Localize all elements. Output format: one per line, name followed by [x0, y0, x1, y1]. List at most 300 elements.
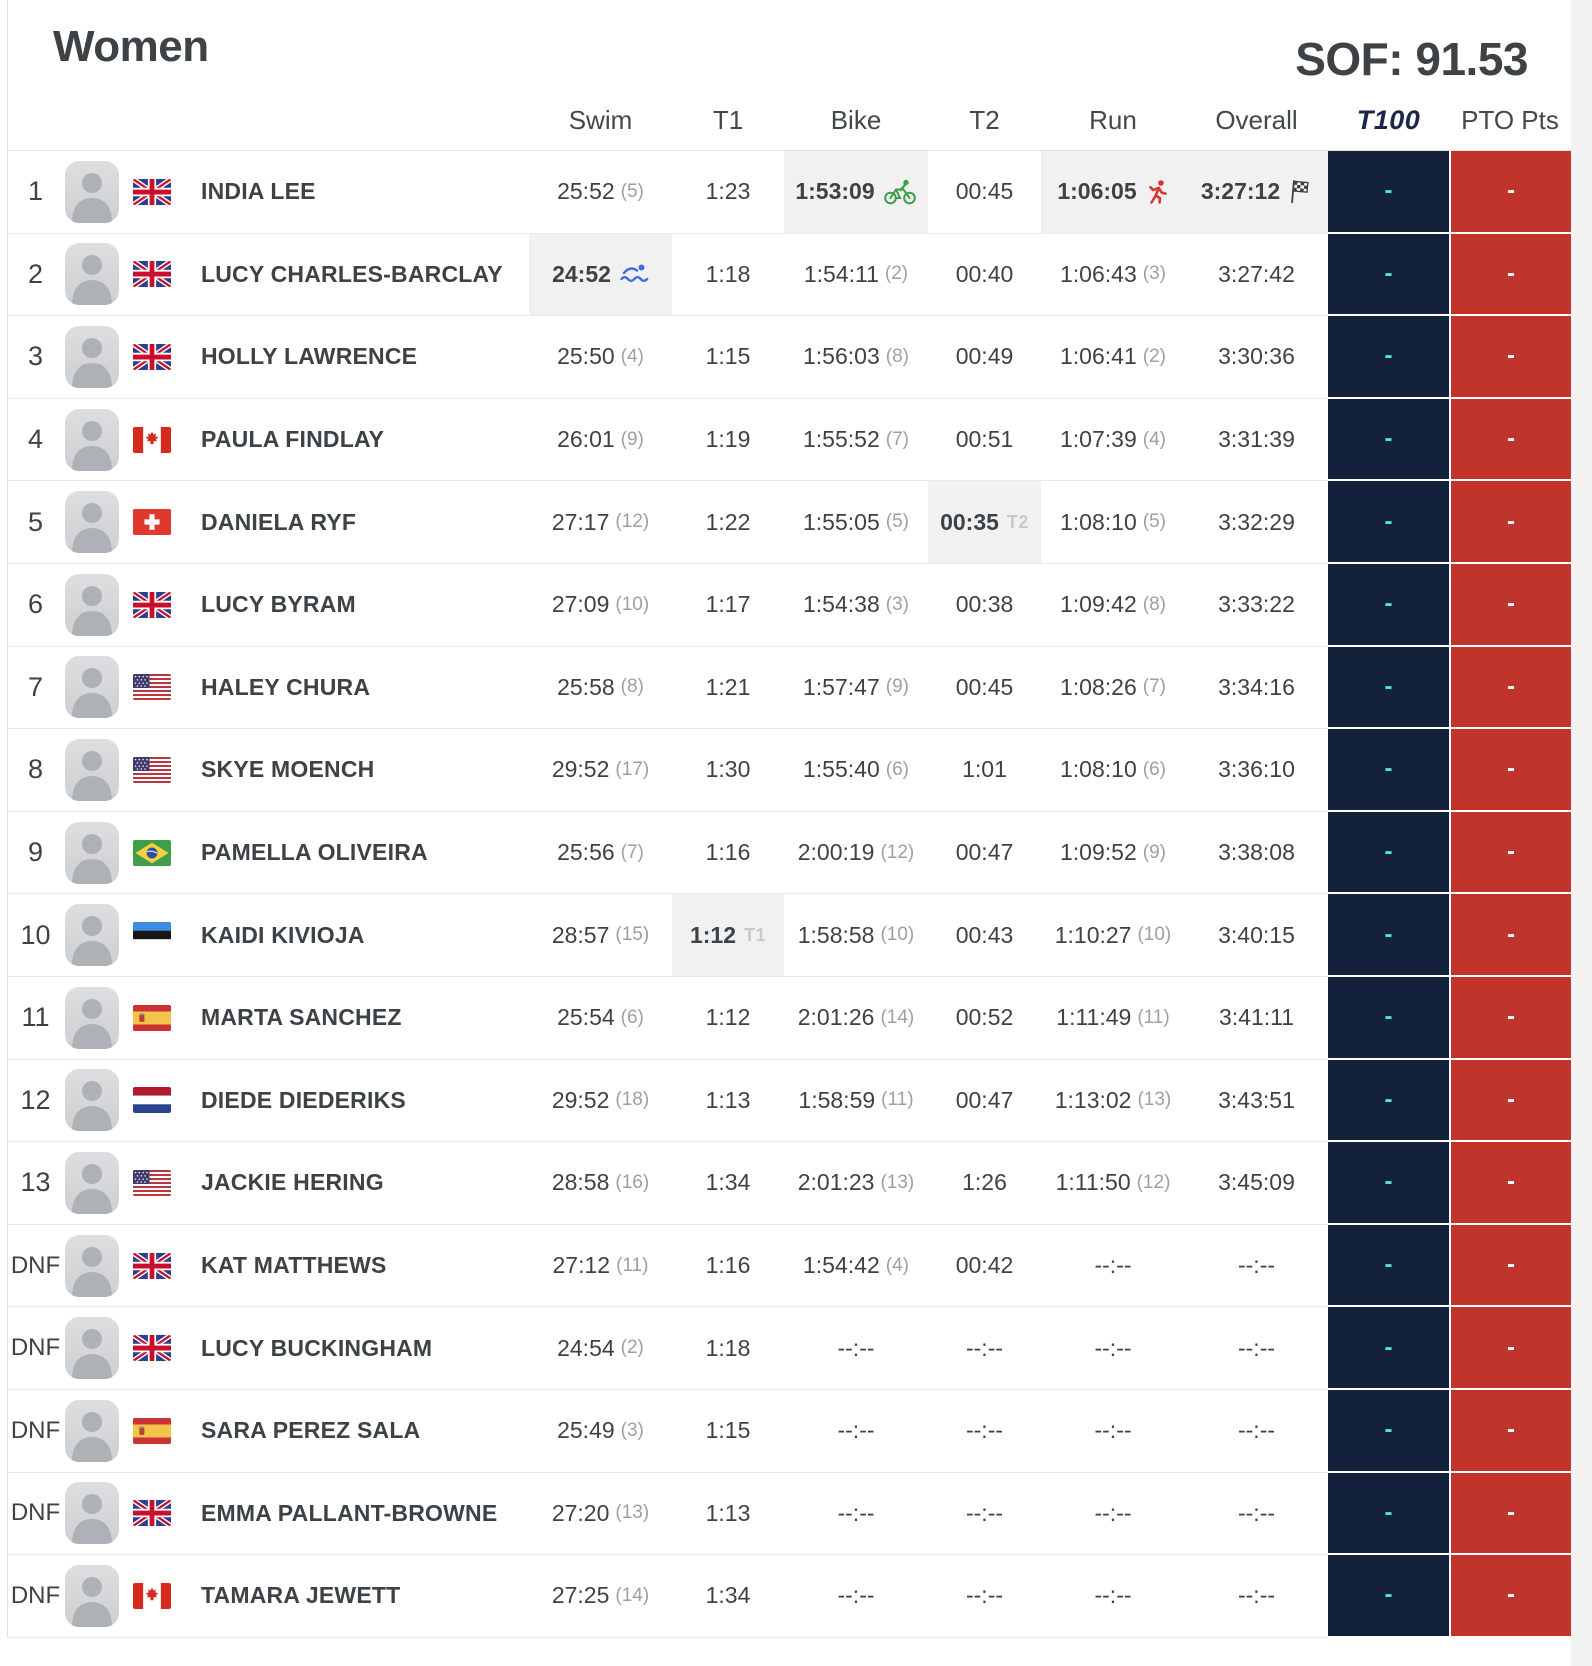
run-cell: [1041, 481, 1185, 564]
t100-points-cell: [1328, 1307, 1449, 1390]
flag-cell: [133, 399, 186, 482]
run-cell: [1041, 1142, 1185, 1225]
athlete-photo: [65, 1317, 119, 1379]
rank-label: 13: [20, 1167, 51, 1198]
gbr-flag-icon: [133, 261, 171, 287]
pto-points-value: -: [1507, 425, 1515, 453]
swim-rank: (9): [620, 428, 644, 450]
rank-cell: [8, 481, 63, 564]
athlete-name[interactable]: EMMA PALLANT-BROWNE: [201, 1499, 498, 1526]
pto-points-value: -: [1507, 1168, 1515, 1196]
table-row[interactable]: [8, 729, 1572, 812]
bike-rank: (6): [885, 758, 909, 780]
pto-points-value: -: [1507, 1498, 1515, 1526]
t100-points-cell: [1328, 977, 1449, 1060]
table-row[interactable]: [8, 234, 1572, 317]
t2-cell: [928, 481, 1041, 564]
gbr-flag-icon: [133, 1335, 171, 1361]
pto-points-value: -: [1507, 507, 1515, 535]
t100-points-value: -: [1384, 342, 1393, 370]
bike-rank: (9): [885, 676, 909, 698]
bike-time: 1:54:42: [803, 1252, 880, 1279]
bike-rank: (5): [885, 511, 909, 533]
swim-cell: [529, 1473, 672, 1556]
run-cell: [1041, 729, 1185, 812]
name-cell: [186, 1225, 529, 1308]
swim-cell: [529, 481, 672, 564]
t1-time: 1:13: [705, 1499, 751, 1526]
swim-cell: [529, 1307, 672, 1390]
t2-cell: [928, 812, 1041, 895]
t100-points-cell: [1328, 481, 1449, 564]
run-cell: [1041, 1473, 1185, 1556]
t100-points-cell: [1328, 894, 1449, 977]
rank-label: DNF: [10, 1251, 61, 1279]
run-time: --:--: [1094, 1252, 1132, 1279]
avatar-cell: [63, 1307, 133, 1390]
swim-time: 27:25: [551, 1582, 610, 1609]
table-row[interactable]: [8, 1307, 1572, 1390]
bike-time: 1:55:40: [803, 756, 880, 783]
rank-cell: [8, 1390, 63, 1473]
table-row[interactable]: [8, 1390, 1572, 1473]
swimmer-icon: [619, 262, 649, 286]
run-rank: (13): [1137, 1089, 1172, 1111]
flag-cell: [133, 316, 186, 399]
t2-cell: [928, 1555, 1041, 1638]
t1-cell: [672, 1225, 784, 1308]
run-cell: [1041, 1060, 1185, 1143]
swim-time: 24:52: [552, 260, 611, 287]
t100-points-value: -: [1384, 1581, 1393, 1609]
t1-cell: [672, 977, 784, 1060]
t2-cell: [928, 1473, 1041, 1556]
rank-label: 4: [27, 424, 44, 455]
bike-cell: [784, 729, 928, 812]
rank-label: 5: [27, 506, 44, 537]
bike-time: 1:54:38: [803, 591, 880, 618]
athlete-photo: [65, 656, 119, 718]
name-cell: [186, 481, 529, 564]
runner-icon: [1145, 179, 1169, 205]
pto-points-cell: [1449, 1142, 1571, 1225]
swim-time: 25:49: [557, 1417, 615, 1444]
t2-time: 00:45: [955, 178, 1014, 205]
t2-time: 00:51: [955, 426, 1014, 453]
t2-cell: [928, 729, 1041, 812]
t1-cell: [672, 647, 784, 730]
pto-points-value: -: [1507, 1581, 1515, 1609]
table-row[interactable]: [8, 977, 1572, 1060]
name-cell: [186, 812, 529, 895]
athlete-name[interactable]: HALEY CHURA: [201, 673, 371, 700]
run-time: 1:10:27: [1054, 921, 1132, 948]
est-flag-icon: [133, 922, 171, 948]
swim-time: 28:58: [551, 1169, 610, 1196]
bike-cell: [784, 1225, 928, 1308]
run-rank: (11): [1137, 1006, 1170, 1028]
overall-time: 3:34:16: [1218, 673, 1295, 700]
t100-points-value: -: [1384, 672, 1393, 700]
athlete-name[interactable]: TAMARA JEWETT: [201, 1582, 401, 1609]
athlete-photo: [65, 1482, 119, 1544]
pto-points-value: -: [1507, 1085, 1515, 1113]
athlete-name[interactable]: DANIELA RYF: [201, 508, 357, 535]
t100-points-cell: [1328, 812, 1449, 895]
swim-cell: [529, 729, 672, 812]
run-rank: (4): [1142, 428, 1166, 450]
swim-cell: [529, 151, 672, 234]
t2-time: 1:26: [962, 1169, 1007, 1196]
pto-points-cell: [1449, 316, 1571, 399]
person-silhouette-icon: [65, 739, 119, 801]
pto-points-cell: [1449, 481, 1571, 564]
table-row[interactable]: [8, 812, 1572, 895]
t1-cell: [672, 1060, 784, 1143]
bike-cell: [784, 647, 928, 730]
athlete-name[interactable]: LUCY BUCKINGHAM: [201, 1334, 433, 1361]
pto-points-cell: [1449, 1225, 1571, 1308]
t100-points-value: -: [1384, 920, 1393, 948]
column-header-t2[interactable]: T2: [969, 104, 1000, 135]
pto-points-cell: [1449, 1473, 1571, 1556]
column-header-run[interactable]: Run: [1089, 104, 1137, 135]
t1-cell: [672, 1142, 784, 1225]
t1-cell: [672, 812, 784, 895]
athlete-photo: [65, 1400, 119, 1462]
athlete-name[interactable]: KAIDI KIVIOJA: [201, 921, 365, 948]
bike-cell: [784, 1307, 928, 1390]
avatar-cell: [63, 1390, 133, 1473]
column-header-pto-pts[interactable]: PTO Pts: [1461, 104, 1559, 135]
flag-cell: [133, 1142, 186, 1225]
rank-label: 9: [27, 837, 44, 868]
table-row[interactable]: [8, 1473, 1572, 1556]
t1-time: 1:12: [689, 921, 737, 948]
t1-cell: [672, 151, 784, 234]
person-silhouette-icon: [65, 1565, 119, 1627]
t1-time: 1:22: [705, 508, 751, 535]
usa-flag-icon: [133, 757, 171, 783]
avatar-cell: [63, 1225, 133, 1308]
bike-rank: (7): [885, 428, 909, 450]
t2-cell: [928, 1060, 1041, 1143]
t2-time: 00:35: [940, 508, 999, 535]
athlete-name[interactable]: PAMELLA OLIVEIRA: [201, 839, 428, 866]
table-row[interactable]: [8, 894, 1572, 977]
best-split-tag: T2: [1006, 511, 1029, 532]
table-row[interactable]: [8, 1142, 1572, 1225]
t2-time: 00:42: [955, 1252, 1014, 1279]
t100-points-cell: [1328, 729, 1449, 812]
overall-cell: [1185, 316, 1328, 399]
overall-cell: [1185, 1225, 1328, 1308]
athlete-name[interactable]: MARTA SANCHEZ: [201, 1004, 402, 1031]
rank-cell: [8, 977, 63, 1060]
rank-label: 3: [27, 341, 44, 372]
gbr-flag-icon: [133, 1253, 171, 1279]
run-cell: [1041, 399, 1185, 482]
swim-time: 26:01: [557, 426, 615, 453]
swim-cell: [529, 1060, 672, 1143]
overall-time: 3:27:42: [1218, 260, 1295, 287]
swim-rank: (7): [620, 841, 644, 863]
rank-cell: [8, 1307, 63, 1390]
athlete-name[interactable]: DIEDE DIEDERIKS: [201, 1086, 406, 1113]
swim-rank: (18): [615, 1089, 650, 1111]
run-cell: [1041, 977, 1185, 1060]
run-cell: [1041, 647, 1185, 730]
t1-cell: [672, 1555, 784, 1638]
bike-rank: (2): [884, 263, 909, 285]
flag-cell: [133, 151, 186, 234]
run-cell: [1041, 812, 1185, 895]
swim-rank: (13): [615, 1502, 650, 1524]
t100-points-cell: [1328, 1142, 1449, 1225]
run-time: 1:09:52: [1060, 839, 1137, 866]
t100-points-cell: [1328, 1390, 1449, 1473]
can-flag-icon: [133, 1583, 171, 1609]
overall-cell: [1185, 1555, 1328, 1638]
rank-cell: [8, 1225, 63, 1308]
run-time: --:--: [1094, 1334, 1132, 1361]
flag-cell: [133, 977, 186, 1060]
rank-label: DNF: [10, 1581, 61, 1609]
rank-label: DNF: [10, 1334, 61, 1362]
overall-cell: [1185, 1060, 1328, 1143]
run-rank: (9): [1142, 841, 1166, 863]
swim-cell: [529, 977, 672, 1060]
bike-time: 1:55:05: [803, 508, 880, 535]
run-time: 1:13:02: [1054, 1086, 1132, 1113]
t2-cell: [928, 1142, 1041, 1225]
table-row[interactable]: [8, 564, 1572, 647]
t2-time: 00:38: [955, 591, 1014, 618]
rank-cell: [8, 151, 63, 234]
name-cell: [186, 399, 529, 482]
rank-cell: [8, 729, 63, 812]
pto-points-value: -: [1507, 1333, 1515, 1361]
pto-points-cell: [1449, 729, 1571, 812]
avatar-cell: [63, 729, 133, 812]
table-row[interactable]: [8, 481, 1572, 564]
t100-points-cell: [1328, 1473, 1449, 1556]
overall-cell: [1185, 977, 1328, 1060]
pto-points-cell: [1449, 647, 1571, 730]
rank-label: 1: [27, 176, 44, 207]
t1-time: 1:30: [705, 756, 751, 783]
t2-time: 00:47: [955, 1086, 1014, 1113]
rank-cell: [8, 1142, 63, 1225]
bike-time: 1:58:58: [797, 921, 875, 948]
bike-rank: (14): [880, 1006, 915, 1028]
t1-cell: [672, 1390, 784, 1473]
athlete-name[interactable]: KAT MATTHEWS: [201, 1252, 387, 1279]
swim-time: 29:52: [551, 1086, 610, 1113]
t2-cell: [928, 316, 1041, 399]
avatar-cell: [63, 399, 133, 482]
athlete-photo: [65, 491, 119, 553]
table-row[interactable]: [8, 647, 1572, 730]
athlete-photo: [65, 987, 119, 1049]
run-time: 1:09:42: [1060, 591, 1137, 618]
t2-time: 00:45: [955, 673, 1014, 700]
checkered-flag-icon: [1288, 179, 1312, 205]
overall-time: 3:36:10: [1218, 756, 1295, 783]
name-cell: [186, 1307, 529, 1390]
run-rank: (5): [1142, 511, 1166, 533]
bike-cell: [784, 1473, 928, 1556]
overall-time: 3:43:51: [1218, 1086, 1295, 1113]
athlete-name[interactable]: INDIA LEE: [201, 178, 316, 205]
t2-time: --:--: [965, 1417, 1004, 1444]
name-cell: [186, 894, 529, 977]
gbr-flag-icon: [133, 344, 171, 370]
athlete-name[interactable]: HOLLY LAWRENCE: [201, 343, 418, 370]
overall-time: 3:33:22: [1218, 591, 1295, 618]
swim-cell: [529, 1225, 672, 1308]
t1-cell: [672, 399, 784, 482]
t100-points-value: -: [1384, 1498, 1393, 1526]
table-row[interactable]: [8, 316, 1572, 399]
column-header-row: [8, 90, 1572, 150]
t100-points-value: -: [1384, 838, 1393, 866]
overall-cell: [1185, 234, 1328, 317]
t2-cell: [928, 564, 1041, 647]
table-row[interactable]: [8, 1555, 1572, 1638]
bike-cell: [784, 812, 928, 895]
run-time: 1:11:49: [1056, 1004, 1132, 1031]
overall-cell: [1185, 564, 1328, 647]
t2-time: 00:40: [955, 260, 1014, 287]
table-row[interactable]: [8, 1060, 1572, 1143]
t100-points-value: -: [1384, 259, 1393, 287]
rank-cell: [8, 1060, 63, 1143]
athlete-photo: [65, 739, 119, 801]
sui-flag-icon: [133, 509, 171, 535]
athlete-photo: [65, 1152, 119, 1214]
table-row[interactable]: [8, 1225, 1572, 1308]
t100-points-cell: [1328, 647, 1449, 730]
avatar-cell: [63, 1473, 133, 1556]
swim-cell: [529, 894, 672, 977]
athlete-name[interactable]: JACKIE HERING: [201, 1169, 384, 1196]
athlete-name[interactable]: LUCY BYRAM: [201, 591, 356, 618]
swim-time: 25:56: [557, 839, 615, 866]
pto-points-value: -: [1507, 672, 1515, 700]
column-header-swim[interactable]: Swim: [568, 104, 633, 135]
table-row[interactable]: [8, 399, 1572, 482]
pto-points-cell: [1449, 234, 1571, 317]
results-rows: [8, 151, 1572, 1638]
column-header-bike[interactable]: Bike: [830, 104, 882, 135]
overall-time: 3:30:36: [1218, 343, 1295, 370]
name-cell: [186, 647, 529, 730]
pto-points-cell: [1449, 1555, 1571, 1638]
rank-cell: [8, 316, 63, 399]
avatar-cell: [63, 234, 133, 317]
column-header-overall[interactable]: Overall: [1215, 104, 1298, 135]
t2-time: 00:52: [955, 1004, 1014, 1031]
flag-cell: [133, 1225, 186, 1308]
t1-time: 1:16: [705, 839, 751, 866]
pto-points-cell: [1449, 399, 1571, 482]
run-time: 1:07:39: [1060, 426, 1137, 453]
bike-cell: [784, 1060, 928, 1143]
cyclist-icon: [883, 179, 917, 205]
avatar-cell: [63, 151, 133, 234]
t1-time: 1:19: [705, 426, 751, 453]
flag-cell: [133, 1473, 186, 1556]
rank-label: 6: [27, 589, 44, 620]
column-header-t1[interactable]: T1: [712, 104, 744, 135]
run-cell: [1041, 1225, 1185, 1308]
t2-cell: [928, 1390, 1041, 1473]
person-silhouette-icon: [65, 491, 119, 553]
pto-points-value: -: [1507, 1003, 1515, 1031]
overall-time: 3:31:39: [1218, 426, 1295, 453]
avatar-cell: [63, 564, 133, 647]
bike-time: 1:56:03: [803, 343, 880, 370]
pto-points-cell: [1449, 151, 1571, 234]
t100-points-value: -: [1384, 425, 1393, 453]
t1-cell: [672, 894, 784, 977]
gbr-flag-icon: [133, 179, 171, 205]
run-rank: (3): [1142, 263, 1166, 285]
athlete-name[interactable]: LUCY CHARLES-BARCLAY: [201, 260, 503, 287]
t2-time: --:--: [965, 1334, 1004, 1361]
name-cell: [186, 151, 529, 234]
swim-cell: [529, 234, 672, 317]
t2-cell: [928, 647, 1041, 730]
swim-time: 24:54: [557, 1334, 615, 1361]
t2-time: 00:47: [955, 839, 1014, 866]
rank-label: 10: [20, 919, 51, 950]
bike-cell: [784, 234, 928, 317]
overall-cell: [1185, 1473, 1328, 1556]
avatar-cell: [63, 977, 133, 1060]
run-cell: [1041, 234, 1185, 317]
page-title: Women: [53, 22, 209, 71]
bike-time: 1:57:47: [803, 673, 880, 700]
rank-label: 12: [20, 1084, 51, 1115]
flag-cell: [133, 564, 186, 647]
pto-points-value: -: [1507, 177, 1515, 205]
swim-time: 27:12: [552, 1252, 611, 1279]
rank-cell: [8, 399, 63, 482]
name-cell: [186, 564, 529, 647]
athlete-name[interactable]: SKYE MOENCH: [201, 756, 375, 783]
swim-rank: (14): [615, 1584, 650, 1606]
person-silhouette-icon: [65, 656, 119, 718]
pto-points-value: -: [1507, 259, 1515, 287]
t2-time: 00:43: [955, 921, 1014, 948]
overall-cell: [1185, 647, 1328, 730]
t1-cell: [672, 234, 784, 317]
t2-time: --:--: [965, 1499, 1004, 1526]
t100-points-value: -: [1384, 1251, 1393, 1279]
avatar-cell: [63, 316, 133, 399]
bike-cell: [784, 1142, 928, 1225]
table-row[interactable]: [8, 151, 1572, 234]
t1-cell: [672, 1473, 784, 1556]
overall-cell: [1185, 481, 1328, 564]
athlete-name[interactable]: PAULA FINDLAY: [201, 426, 385, 453]
athlete-name[interactable]: SARA PEREZ SALA: [201, 1417, 421, 1444]
overall-time: 3:40:15: [1218, 921, 1295, 948]
person-silhouette-icon: [65, 243, 119, 305]
t1-cell: [672, 316, 784, 399]
